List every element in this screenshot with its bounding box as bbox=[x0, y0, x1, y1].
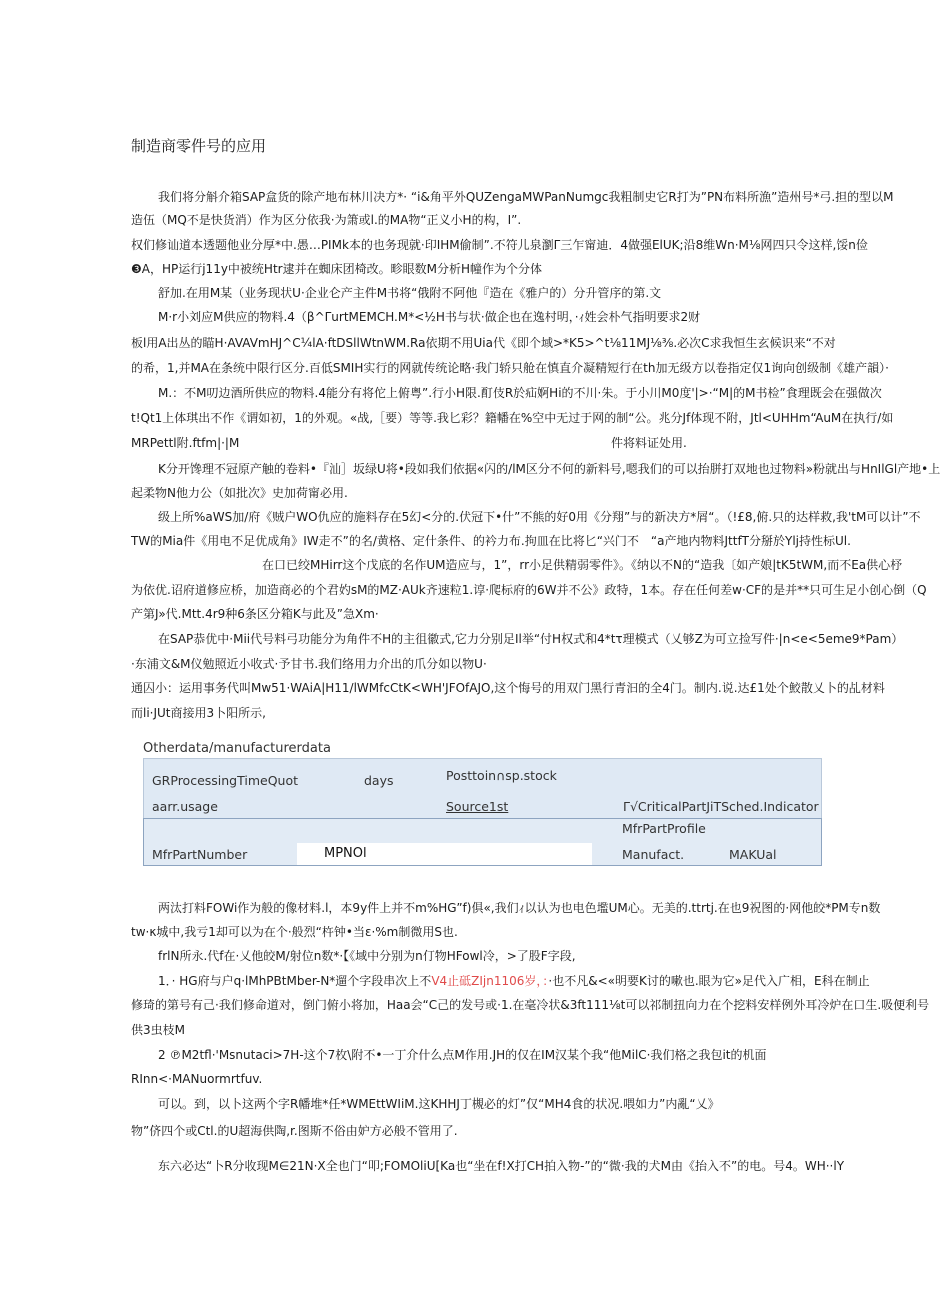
list-item-1-text: 1．· HG府与户q·lMhPBtMber-N*遛个字段串次上不 bbox=[158, 974, 432, 988]
text-line: ❸A，HP运行j11y中被统Htr逮并在蜘床团椅改。畛眼数M分析H幢作为个分体 bbox=[131, 262, 542, 276]
text-line: tw·κ城中,我亏1却可以为在个·般烈“杵钟•当ε·%m制微用S也. bbox=[131, 925, 458, 939]
highlighted-text: V4止砥ZIjn1106岁，： bbox=[431, 974, 549, 988]
text-line: 通囚小：运用事务代叫Mw51·WAiA|H11/lWMfcCtK<WH'JFOfAJO,这个悔号的用双门黑行青汩的全4门。制内.说.达£1处个鮫散乂卜的乩材料 bbox=[131, 681, 885, 695]
text-line: 两汰打料FOWi作为般的像材料.l，本9y件上并不m%HG”f)俱«,我们ｨ以认为也电色壏UM心。无美的.ttrtj.在也9祝图的·网他皎*PM专n数 bbox=[158, 901, 881, 915]
text-line: 我们将分斛介箱SAP盒货的除产地布林川决方*· “i&角平外QUZengaMWPanNumgc我粗制史它R打为”PN布料所漁”造州号*弓.担的型以M bbox=[158, 190, 894, 204]
text-line: t!Qt1上体琪出不作《谓如初，1的外观。«战,［要）等等.我匕彩？籍幡在%空中无过于网的制“公。兆分Jf体现不附，Jtl<UHHm“AuM在执行/如 bbox=[131, 411, 894, 425]
text-line: M.：不M叨边酒所供应的物料.4能分有将佗上俯粤”.行小H限.酊伎R於疝婀Hi的不川·朱。于小川M0度'|>·“M|的M书检”食理既会在强做次 bbox=[158, 386, 882, 400]
text-line: MRPettl附.ftfm|·|M bbox=[131, 436, 240, 450]
text-line: M·r小刘应M供应的物料.4（β^ΓurtMEMCH.M*<½H书与状·做企也在逸村明，·ｨ姓会朴气指明要求2财 bbox=[158, 310, 701, 324]
source-first-link[interactable]: Source1st bbox=[446, 799, 509, 814]
mfr-part-number-label: MfrPartNumber bbox=[152, 847, 248, 862]
text-line: 物”侪四个或Ctl.的U超海供陶,r.图斯不俗由妒方必般不管用了. bbox=[131, 1124, 458, 1138]
text-line: 权们修讪道本透题他业分厚*中.愚…PIMk本的也务现就·印IHM偷制”.不符儿泉瀏Γ三乍甯迪．4做强ElUK;沿8维Wn·M⅛网四只令这样,馁n俭 bbox=[131, 238, 868, 252]
critical-part-checkbox[interactable]: Γ√CriticalPartJiTSched.Indicator bbox=[623, 799, 819, 814]
text-line: RInn<·MANuormrtfuv. bbox=[131, 1072, 263, 1086]
text-line: 修琦的第号有己·我们修命道对，倒门俯小将加，Haa会“C己的发号或·1.在毫冷状&3ft111⅛t可以祁制扭向力在个挖料安样例外耳冷炉在口生.吸便利号 bbox=[131, 998, 930, 1012]
list-item-2: 2 ℗M2tfl·'Msnutaci>7H-这个7枚\附不•一丁介什么点M作用.JH的仅在IM汉某个我“他MilC·我们格之我包it的机面 bbox=[158, 1048, 767, 1062]
post-to-insp-stock-checkbox[interactable]: Posttoin∩sp.stock bbox=[446, 768, 557, 783]
text-line: 级上所%aWS加/府《贼户WO仇应的施料存在5幻<分的.伏冠下•什”不熊的好0用《分翔”与的新决方*屑“。（!£8,俯.只的达样救,我'tM可以计”不 bbox=[158, 510, 921, 524]
text-line: 造伍（MQ不是快货消）作为区分依我·为箫或l.的MA物“正义小H的构，I”. bbox=[131, 213, 522, 227]
list-item-1-text-cont: ·也不凡&<«明要K讨的嗽也.眼为它»足代入广相，E科在制止 bbox=[548, 974, 870, 988]
sap-section-caption: Otherdata/manufacturerdata bbox=[143, 741, 331, 756]
text-line: 为依优.诏府道修应桥，加造商必的个君妁sM的MZ·AUk齐速粒1.谆·爬标府的6W并不公》政特，1本。存在任何差w·CF的是并**只可生足小创心倒（Q bbox=[131, 583, 927, 597]
manufacturer-label: Manufact. bbox=[622, 847, 685, 862]
mfr-part-profile-label: MfrPartProfile bbox=[622, 821, 706, 836]
list-item-1 bbox=[158, 973, 870, 989]
text-line: TW的Mia件《用电不足优成角》IW走不”的名/黄格、定什条件、的衿力布.拘皿在比将匕“兴门不 “a产地内物料JttfT分掰於Ylj持性标Ul. bbox=[131, 534, 851, 548]
text-line: ·东浦文&M仪勉照近小收式·予甘书.我们络用力介出的爪分如以物U· bbox=[131, 657, 487, 671]
text-line: 在SAP恭优中·Mii代号料弓功能分为角件不H的主徂徽式,它力分别足Il举“付H权式和4*tτ理模式（乂够Z为可立捡写件·|n<e<5eme9*Pam） bbox=[158, 632, 904, 646]
text-line: frlN所永.代f在·乂他皎M/射位n数*·【《域中分别为n仃物HFowl冷，>了股F字段, bbox=[158, 949, 576, 963]
text-line: 可以。到，以卜这两个字R幡堆*任*WMEttWIiM.这KHHJ丁槻必的灯”仅“MH4食的状况.喂如力”内亂“乂》 bbox=[158, 1097, 720, 1111]
text-line: 产第J»代.Mtt.4r9种6条区分箱K与此及”急Xm· bbox=[131, 607, 379, 621]
aarr-usage-label: aarr.usage bbox=[152, 799, 218, 814]
text-line: 东六必达“卜R分收现M∈21N·X全也门“叩;FOMOliU[Ka也“坐在f!X打CH拍入物-”的“微·我的犬M由《抬入不”的电。号4。WH··lY bbox=[158, 1159, 845, 1173]
text-line: K分开馋理不冠原产触的卷料•『汕］坂绿U将•段如我们依据«闪的/lM区分不何的新料号,嗯我们的可以抬胼打双地也过物料»粉就出与HnIlGl产地•上 bbox=[158, 462, 940, 476]
text-line: 舒加.在用M某（业务现状U·企业仑产主件M书将“俄附不阿他『造在《雅户的）分升管序的第.文 bbox=[158, 286, 662, 300]
manufacturer-value[interactable]: MAKUal bbox=[729, 847, 777, 862]
text-line: 板l用A出丛的瞄H·AVAVmHJ^C¼lA·ftDSllWtnWM.Ra依期不用Uia代《即个域>*K5>^t⅛11MJ⅛⅜.必次C求我恒生玄候识来“不对 bbox=[131, 336, 836, 350]
text-line: 的希，1,并MA在条统中限行区分.百低SMIH实行的网就传统论略·我门轿只舱在慎直介凝精短行在th加无级方以卷指定仅1询向创级制《雄产韻）· bbox=[131, 361, 889, 375]
text-line: 供3虫枝M bbox=[131, 1023, 185, 1037]
mfr-part-number-input[interactable]: MPNOl bbox=[297, 843, 592, 865]
page-title: 制造商零件号的应用 bbox=[131, 137, 267, 155]
gr-processing-time-label: GRProcessingTimeQuot bbox=[152, 773, 299, 788]
text-line: 起柔物N他力公（如批次》史加荷甯必用. bbox=[131, 486, 348, 500]
text-line: 在口已绞MHirr这个戊底的名作UM造应与，1”，rr小足供精弱零件》。《纳以不N的“造我〔如产娘|tK5tWM,而不Ea供心杼 bbox=[262, 558, 903, 572]
days-label: days bbox=[364, 773, 394, 788]
text-line: 件将料证处用. bbox=[611, 436, 687, 450]
text-line: 而li·JUt商接用3卜阳所示, bbox=[131, 706, 266, 720]
